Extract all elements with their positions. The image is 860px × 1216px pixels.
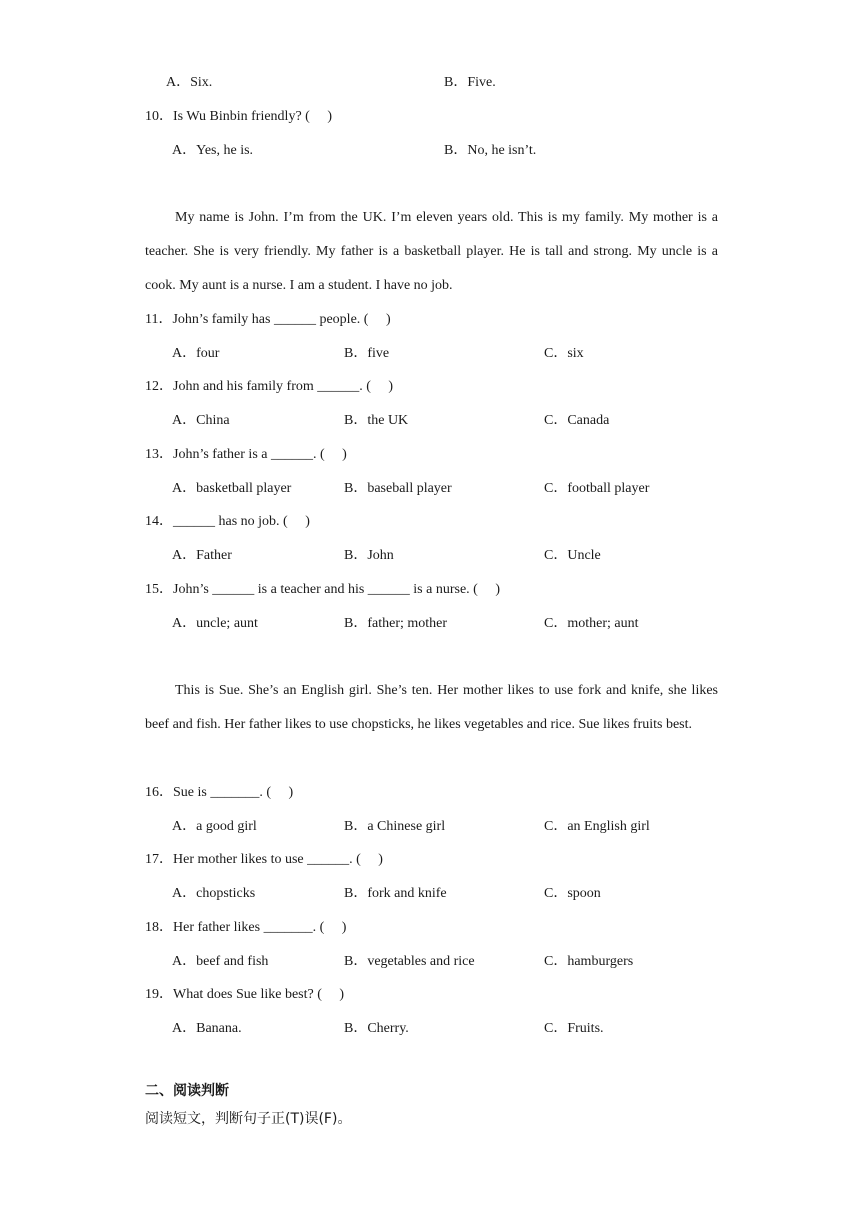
q19-option-c[interactable]: C．Fruits.: [544, 1021, 604, 1036]
q13-option-c[interactable]: C．football player: [544, 481, 650, 496]
q11-option-c[interactable]: C．six: [544, 346, 584, 361]
q18-question: 18．Her father likes _______. ( ): [145, 920, 347, 935]
q18-option-c[interactable]: C．hamburgers: [544, 954, 634, 969]
q9-option-b[interactable]: B．Five.: [444, 75, 496, 90]
q16-option-a[interactable]: A．a good girl: [172, 819, 257, 834]
q15-option-a[interactable]: A．uncle; aunt: [172, 616, 258, 631]
reading-passage-john: My name is John. I’m from the UK. I’m eleven years old. This is my family. My mother is a teacher. She is very friendly. My father is a basketball player. He is tall and strong. My uncle is a cook. My aunt is a nurse. I am a student. I have no job.: [145, 210, 718, 293]
q12-option-a[interactable]: A．China: [172, 413, 230, 428]
q13-option-a[interactable]: A．basketball player: [172, 481, 292, 496]
q17-option-b[interactable]: B．fork and knife: [344, 886, 447, 901]
q15-option-c[interactable]: C．mother; aunt: [544, 616, 639, 631]
q10-option-b[interactable]: B．No, he isn’t.: [444, 143, 537, 158]
q17-option-c[interactable]: C．spoon: [544, 886, 601, 901]
q19-option-a[interactable]: A．Banana.: [172, 1021, 242, 1036]
section-heading: 二、阅读判断: [145, 1083, 229, 1099]
q19-option-b[interactable]: B．Cherry.: [344, 1021, 409, 1036]
q18-option-a[interactable]: A．beef and fish: [172, 954, 269, 969]
q11-option-b[interactable]: B．five: [344, 346, 390, 361]
q12-option-b[interactable]: B．the UK: [344, 413, 409, 428]
q15-question: 15．John’s ______ is a teacher and his ______ is a nurse. ( ): [145, 582, 500, 597]
q17-question: 17．Her mother likes to use ______. ( ): [145, 852, 383, 867]
q12-question: 12．John and his family from ______. ( ): [145, 379, 394, 394]
q15-option-b[interactable]: B．father; mother: [344, 616, 448, 631]
q19-question: 19．What does Sue like best? ( ): [145, 987, 345, 1002]
q10-option-a[interactable]: A．Yes, he is.: [172, 143, 254, 158]
section-instruction: 阅读短文，判断句子正(T)误(F)。: [145, 1111, 352, 1127]
q18-option-b[interactable]: B．vegetables and rice: [344, 954, 475, 969]
q10-question: 10．Is Wu Binbin friendly? ( ): [145, 109, 332, 124]
reading-passage-sue: This is Sue. She’s an English girl. She’s ten. Her mother likes to use fork and knife, she likes beef and fish. Her father likes to use chopsticks, he likes vegetables and rice. Sue likes fruits best.: [145, 683, 718, 732]
q13-question: 13．John’s father is a ______. ( ): [145, 447, 347, 462]
q12-option-c[interactable]: C．Canada: [544, 413, 610, 428]
q11-question: 11．John’s family has ______ people. ( ): [145, 312, 391, 327]
q14-option-b[interactable]: B．John: [344, 548, 394, 563]
q9-option-a[interactable]: A．Six.: [166, 75, 213, 90]
q14-option-a[interactable]: A．Father: [172, 548, 232, 563]
q14-option-c[interactable]: C．Uncle: [544, 548, 601, 563]
q16-option-c[interactable]: C．an English girl: [544, 819, 650, 834]
q17-option-a[interactable]: A．chopsticks: [172, 886, 256, 901]
q13-option-b[interactable]: B．baseball player: [344, 481, 452, 496]
q14-question: 14．______ has no job. ( ): [145, 514, 310, 529]
q11-option-a[interactable]: A．four: [172, 346, 220, 361]
q16-question: 16．Sue is _______. ( ): [145, 785, 294, 800]
q16-option-b[interactable]: B．a Chinese girl: [344, 819, 446, 834]
